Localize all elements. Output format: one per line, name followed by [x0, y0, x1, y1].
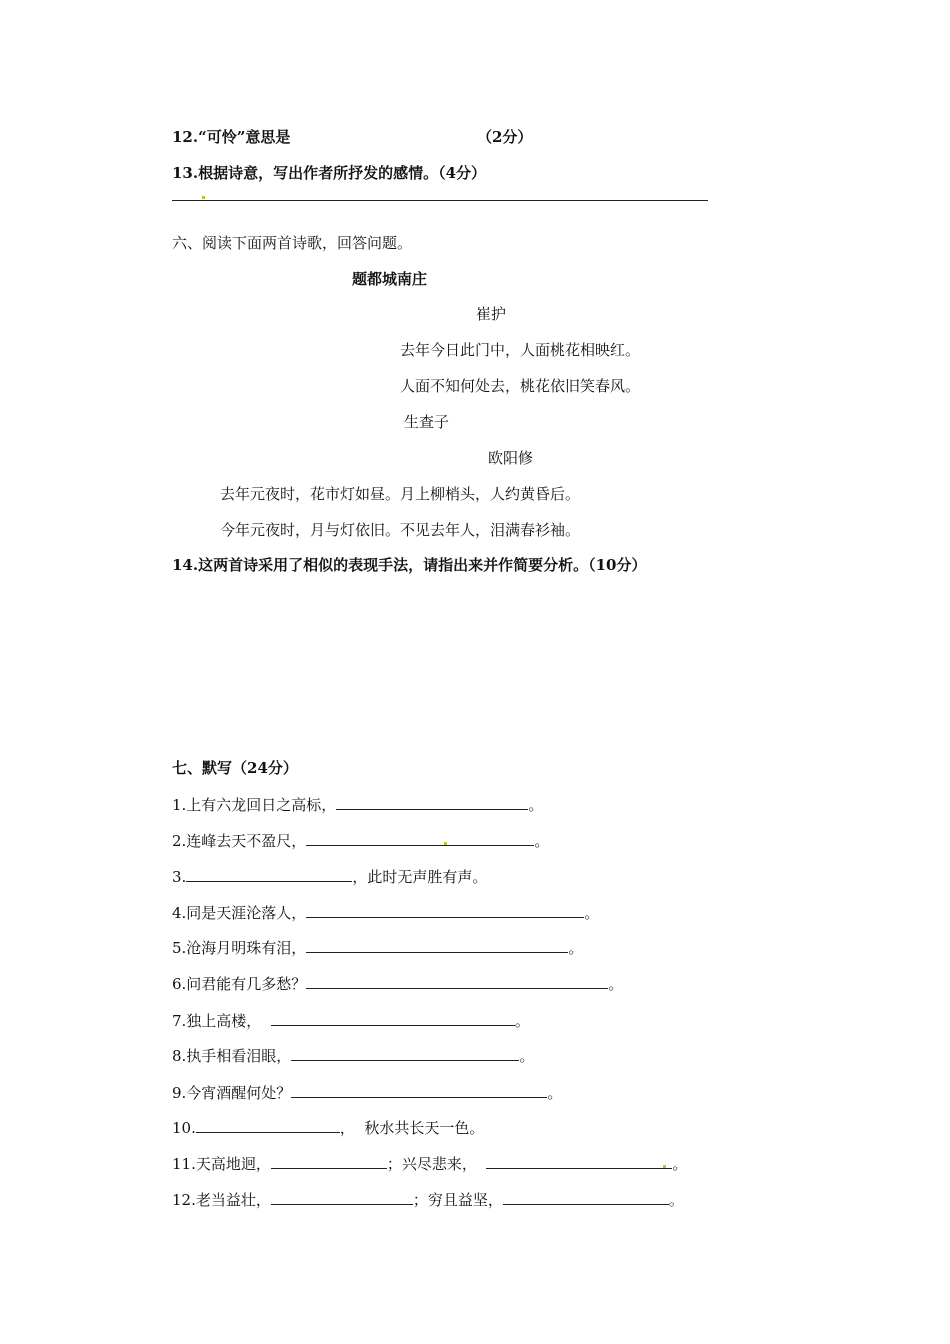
- answer-blank[interactable]: [271, 1153, 387, 1169]
- answer-blank[interactable]: [306, 902, 584, 918]
- fill-item-ending: 。: [514, 1012, 530, 1030]
- answer-blank[interactable]: [271, 1189, 413, 1205]
- poem-2-line: 去年元夜时，花市灯如昼。月上柳梢头，人约黄昏后。: [220, 485, 581, 503]
- fill-item: [172, 1010, 530, 1031]
- answer-blank[interactable]: [271, 1010, 515, 1026]
- fill-item-ending: 。: [568, 939, 584, 957]
- poem-2-title: 生查子: [404, 413, 450, 431]
- fill-item-ending: 。: [519, 1047, 535, 1065]
- fill-item-prompt: 6.问君能有几多愁？: [172, 975, 307, 993]
- scan-mark: [202, 196, 205, 199]
- fill-item-prompt: 4.同是天涯沦落人，: [172, 904, 307, 922]
- fill-item-prompt: 7.独上高楼，: [172, 1012, 262, 1030]
- answer-blank[interactable]: [306, 973, 608, 989]
- poem-1-line: 去年今日此门中，人面桃花相映红。: [400, 341, 641, 359]
- fill-item: [172, 1189, 684, 1210]
- fill-item-prompt: 8.执手相看泪眼，: [172, 1047, 292, 1065]
- scan-mark: [663, 1165, 666, 1168]
- fill-item: [172, 902, 599, 923]
- fill-item-ending: 。: [668, 1191, 684, 1209]
- question-12-score: （2分）: [477, 128, 533, 146]
- poem-1-author: 崔护: [476, 305, 507, 323]
- section-6-heading: 六、阅读下面两首诗歌，回答问题。: [172, 234, 413, 252]
- fill-item-prompt: 2.连峰去天不盈尺，: [172, 832, 307, 850]
- question-13: 13.根据诗意，写出作者所抒发的感情。（4分）: [172, 164, 487, 182]
- poem-2-line: 今年元夜时，月与灯依旧。不见去年人，泪满春衫袖。: [220, 521, 581, 539]
- fill-item-prompt: 10.: [172, 1119, 196, 1137]
- fill-item-prompt: 9.今宵酒醒何处？: [172, 1084, 292, 1102]
- fill-item: [172, 866, 487, 887]
- fill-item-middle: ；穷且益坚，: [412, 1191, 503, 1209]
- fill-item: [172, 830, 549, 851]
- answer-blank[interactable]: [503, 1189, 669, 1205]
- section-7-heading: 七、默写（24分）: [172, 759, 298, 777]
- answer-blank[interactable]: [291, 1082, 547, 1098]
- poem-1-title: 题都城南庄: [352, 270, 428, 288]
- answer-blank[interactable]: [186, 866, 352, 882]
- question-14: 14.这两首诗采用了相似的表现手法，请指出来并作简要分析。（10分）: [172, 556, 647, 574]
- fill-item: [172, 973, 623, 994]
- fill-item-ending: 。: [547, 1084, 563, 1102]
- fill-item: [172, 1117, 484, 1138]
- poem-2-author: 欧阳修: [488, 449, 534, 467]
- fill-item-ending: 。: [584, 904, 600, 922]
- fill-item-prompt: 11.天高地迥，: [172, 1155, 271, 1173]
- answer-blank[interactable]: [486, 1153, 672, 1169]
- fill-item-middle: ；兴尽悲来，: [386, 1155, 477, 1173]
- poem-1-line: 人面不知何处去，桃花依旧笑春风。: [400, 377, 641, 395]
- fill-item-ending: ，此时无声胜有声。: [352, 868, 488, 886]
- fill-item-ending: ， 秋水共长天一色。: [339, 1119, 485, 1137]
- fill-item-ending: 。: [534, 832, 550, 850]
- fill-item: [172, 1045, 534, 1066]
- answer-blank[interactable]: [306, 830, 534, 846]
- fill-item: [172, 937, 583, 958]
- question-12-text: 12.“可怜”意思是: [172, 128, 291, 146]
- question-13-answer-line[interactable]: [172, 200, 708, 201]
- fill-item-prompt: 3.: [172, 868, 187, 886]
- answer-blank[interactable]: [336, 794, 528, 810]
- scan-mark: [444, 842, 447, 845]
- fill-item-prompt: 12.老当益壮，: [172, 1191, 271, 1209]
- fill-item-ending: 。: [528, 796, 544, 814]
- fill-item: [172, 1153, 687, 1174]
- fill-item: [172, 794, 543, 815]
- answer-blank[interactable]: [196, 1117, 340, 1133]
- fill-item-ending: 。: [672, 1155, 688, 1173]
- fill-item-prompt: 5.沧海月明珠有泪，: [172, 939, 307, 957]
- answer-blank[interactable]: [306, 937, 568, 953]
- fill-item: [172, 1082, 562, 1103]
- fill-item-prompt: 1.上有六龙回日之高标，: [172, 796, 337, 814]
- answer-blank[interactable]: [291, 1045, 519, 1061]
- question-12: [172, 127, 533, 147]
- fill-item-ending: 。: [608, 975, 624, 993]
